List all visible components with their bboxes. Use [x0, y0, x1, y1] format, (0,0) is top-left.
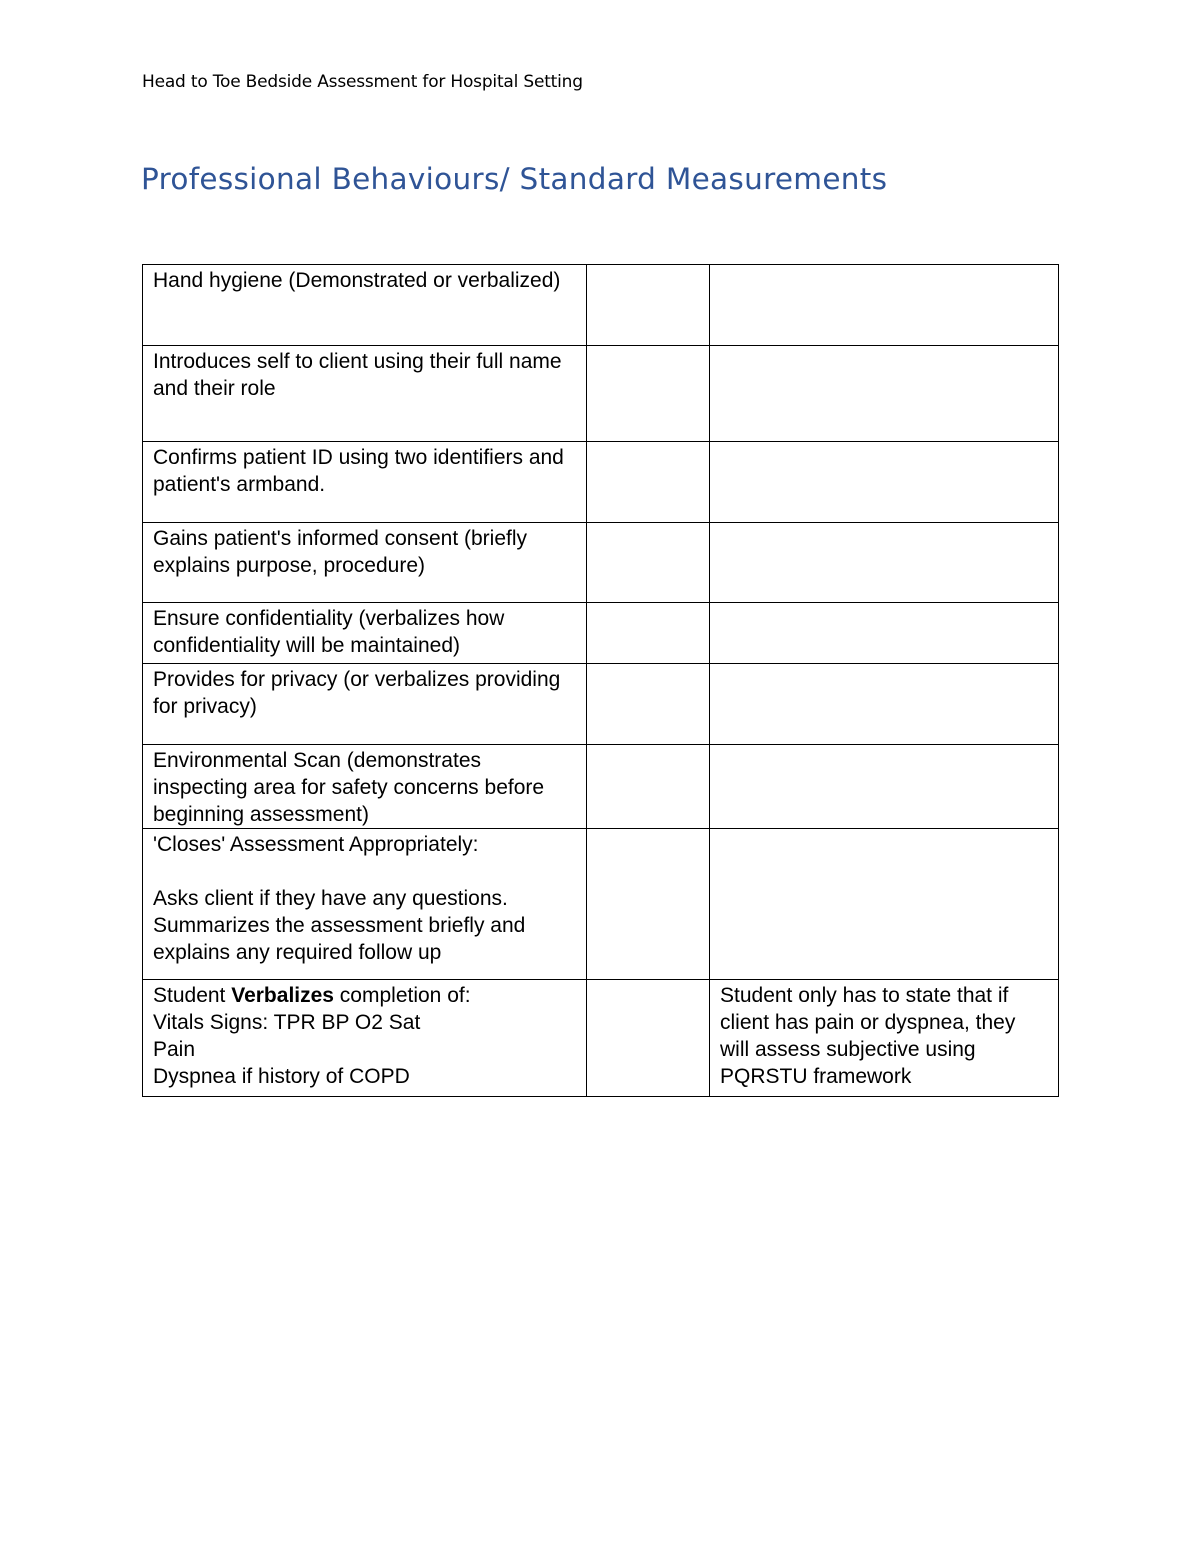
table-row	[143, 523, 1059, 603]
spacer	[153, 858, 576, 885]
table-row	[143, 346, 1059, 442]
score-cell[interactable]	[587, 829, 710, 980]
table-row	[143, 442, 1059, 523]
comment-text: Student only has to state that if client has pain or dyspnea, they will assess subjective using PQRSTU framework	[720, 984, 1016, 1088]
criterion-heading: 'Closes' Assessment Appropriately:	[153, 833, 479, 856]
score-cell[interactable]	[587, 664, 710, 745]
score-cell[interactable]	[587, 265, 710, 346]
criterion-text: Confirms patient ID using two identifiers and patient's armband.	[153, 446, 564, 496]
comments-cell[interactable]	[710, 442, 1059, 523]
criterion-text: Ensure confidentiality (verbalizes how confidentiality will be maintained)	[153, 607, 505, 657]
criterion-text: Hand hygiene (Demonstrated or verbalized)	[153, 269, 561, 292]
assessment-checklist-table	[142, 264, 1059, 1097]
page-header: Head to Toe Bedside Assessment for Hospital Setting	[142, 72, 583, 92]
criterion-line: Pain	[153, 1038, 196, 1061]
comments-cell[interactable]	[710, 745, 1059, 829]
score-cell[interactable]	[587, 980, 710, 1097]
criterion-cell	[143, 346, 587, 442]
criterion-cell	[143, 265, 587, 346]
comments-cell[interactable]	[710, 346, 1059, 442]
criterion-cell	[143, 603, 587, 664]
table-row	[143, 745, 1059, 829]
criterion-text: Provides for privacy (or verbalizes providing for privacy)	[153, 668, 561, 718]
comments-cell[interactable]	[710, 664, 1059, 745]
criterion-text: Gains patient's informed consent (briefly explains purpose, procedure)	[153, 527, 528, 577]
criterion-cell	[143, 829, 587, 980]
table-row	[143, 980, 1059, 1097]
criterion-line: Summarizes the assessment briefly and explains any required follow up	[153, 914, 526, 964]
score-cell[interactable]	[587, 346, 710, 442]
section-title: Professional Behaviours/ Standard Measurements	[141, 162, 888, 196]
score-cell[interactable]	[587, 442, 710, 523]
table-row	[143, 603, 1059, 664]
criterion-text: Environmental Scan (demonstrates inspecting area for safety concerns before beginning assessment)	[153, 749, 545, 826]
table-row	[143, 664, 1059, 745]
table-row	[143, 265, 1059, 346]
criterion-cell	[143, 664, 587, 745]
score-cell[interactable]	[587, 603, 710, 664]
criterion-cell	[143, 442, 587, 523]
score-cell[interactable]	[587, 523, 710, 603]
comments-cell[interactable]	[710, 829, 1059, 980]
criterion-prefix: Student	[153, 984, 232, 1007]
criterion-line: Vitals Signs: TPR BP O2 Sat	[153, 1011, 421, 1034]
criterion-cell	[143, 523, 587, 603]
criterion-line: Dyspnea if history of COPD	[153, 1065, 410, 1088]
comments-cell[interactable]	[710, 980, 1059, 1097]
criterion-line: Asks client if they have any questions.	[153, 887, 508, 910]
criterion-cell	[143, 980, 587, 1097]
comments-cell[interactable]	[710, 603, 1059, 664]
criterion-text: Introduces self to client using their full name and their role	[153, 350, 562, 400]
comments-cell[interactable]	[710, 265, 1059, 346]
criterion-emphasis: Verbalizes	[231, 984, 334, 1007]
table-row	[143, 829, 1059, 980]
criterion-suffix: completion of:	[333, 984, 471, 1007]
criterion-heading	[153, 982, 576, 1009]
comments-cell[interactable]	[710, 523, 1059, 603]
score-cell[interactable]	[587, 745, 710, 829]
criterion-cell	[143, 745, 587, 829]
